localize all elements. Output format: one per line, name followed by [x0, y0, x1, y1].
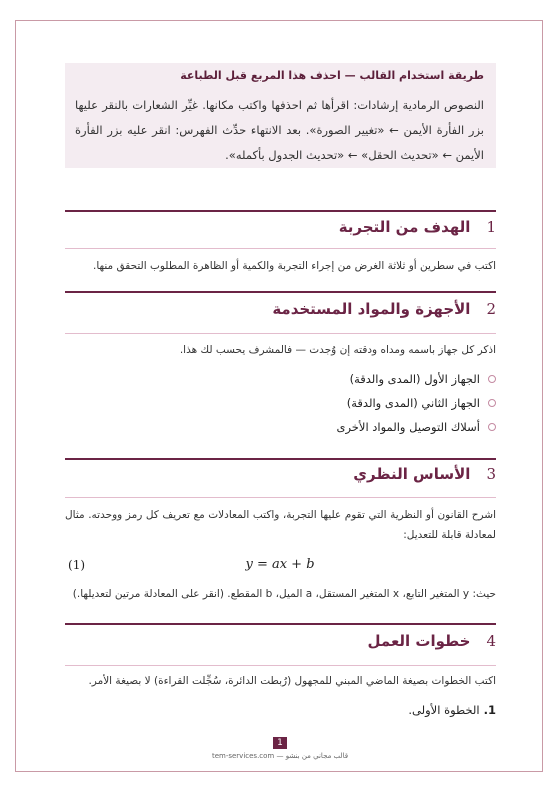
equation-number: (1): [68, 558, 86, 572]
section-4-rule: [65, 623, 496, 625]
section-3-number: 3: [486, 465, 496, 483]
list-item-label: الجهاز الأول (المدى والدقة): [349, 372, 480, 386]
section-3-text: اشرح القانون أو النظرية التي تقوم عليها التجربة، واكتب المعادلات مع تعريف كل رمز ووحدته. مثال لمعادلة قابلة للتعديل:: [65, 509, 496, 541]
instructions-title: طريقة استخدام القالب — احذف هذا المربع قبل الطباعة: [180, 69, 484, 82]
section-3-rule: [65, 458, 496, 460]
section-1-rule: [65, 210, 496, 212]
section-3-title: الأساس النظري: [353, 465, 471, 483]
list-item-label: أسلاك التوصيل والمواد الأخرى: [336, 420, 480, 434]
section-4-underline: [65, 665, 496, 666]
list-item: [336, 420, 496, 434]
section-1-heading: [339, 218, 496, 236]
section-4-text: اكتب الخطوات بصيغة الماضي المبني للمجهول (رُبطت الدائرة، سُجِّلت القراءة) لا بصيغة الأمر.: [88, 675, 496, 687]
section-2-underline: [65, 333, 496, 334]
section-2-text: اذكر كل جهاز باسمه ومداه ودقته إن وُجدت — فالمشرف يحسب لك هذا.: [179, 344, 496, 356]
circle-bullet-icon: [488, 375, 496, 383]
section-1-number: 1: [486, 218, 496, 236]
instructions-box: [65, 63, 496, 168]
section-1-underline: [65, 248, 496, 249]
footer-text: قالب مجاني من بنشو — tem-services.com: [211, 752, 349, 760]
section-2-heading: [272, 300, 496, 318]
list-item: [347, 396, 496, 410]
list-item: [350, 372, 496, 386]
page-number-badge: 1: [273, 737, 287, 749]
list-item-label: الجهاز الثاني (المدى والدقة): [346, 396, 480, 410]
circle-bullet-icon: [488, 399, 496, 407]
instructions-body: النصوص الرمادية إرشادات: اقرأها ثم احذفها واكتب مكانها. غيِّر الشعارات بالنقر عليها بزر الفأرة الأيمن ← «تغيير الصورة». بعد الانتهاء حدِّث الفهرس: انقر عليه بزر الفأرة الأيمن ← «تحديث الحقل» ← «تحديث الجدول بأكمله».: [75, 98, 484, 162]
section-3-after-text: حيث: y المتغير التابع، x المتغير المستقل، a الميل، b المقطع. (انقر على المعادلة مرتين لتعديلها.): [72, 588, 496, 600]
section-2-rule: [65, 291, 496, 293]
section-3-heading: [353, 465, 496, 483]
section-2-number: 2: [486, 300, 496, 318]
circle-bullet-icon: [488, 423, 496, 431]
section-1-text: اكتب في سطرين أو ثلاثة الغرض من إجراء التجربة والكمية أو الظاهرة المطلوب التحقق منها.: [93, 260, 496, 272]
step-number: 1.: [483, 703, 496, 717]
section-4-number: 4: [486, 632, 496, 650]
section-2-title: الأجهزة والمواد المستخدمة: [272, 300, 471, 318]
equation[interactable]: y = ax + b: [245, 557, 315, 572]
section-4-heading: [368, 632, 497, 650]
section-3-underline: [65, 497, 496, 498]
section-1-title: الهدف من التجربة: [338, 218, 471, 236]
step-text: الخطوة الأولى.: [408, 703, 480, 717]
step-item: [408, 703, 496, 717]
section-4-title: خطوات العمل: [367, 632, 471, 650]
